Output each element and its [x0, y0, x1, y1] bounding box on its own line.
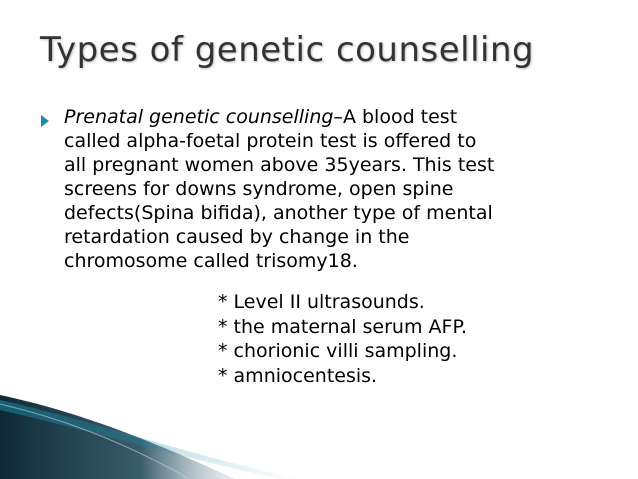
paragraph-line: screens for downs syndrome, open spine: [64, 178, 454, 200]
paragraph-line: all pregnant women above 35years. This test: [64, 154, 495, 176]
paragraph-lead: Prenatal genetic counselling–: [64, 106, 343, 128]
paragraph-line: retardation caused by change in the: [64, 226, 410, 248]
paragraph-line: defects(Spina bifida), another type of mental: [64, 202, 493, 224]
list-item: * the maternal serum AFP.: [218, 315, 467, 338]
paragraph-line: called alpha-foetal protein test is offered to: [64, 130, 477, 152]
list-item: * Level II ultrasounds.: [218, 291, 425, 313]
list-item: * chorionic villi sampling.: [218, 340, 458, 362]
paragraph-first-line: [64, 105, 629, 129]
paragraph-prenatal-counselling: [64, 105, 629, 273]
test-options-list: [218, 290, 467, 388]
triangle-bullet-icon: [40, 115, 50, 127]
list-item: * amniocentesis.: [218, 364, 378, 387]
slide-title: Types of genetic counselling: [40, 30, 535, 70]
paragraph-line: A blood test: [342, 106, 458, 128]
paragraph-line: chromosome called trisomy18.: [64, 250, 358, 272]
